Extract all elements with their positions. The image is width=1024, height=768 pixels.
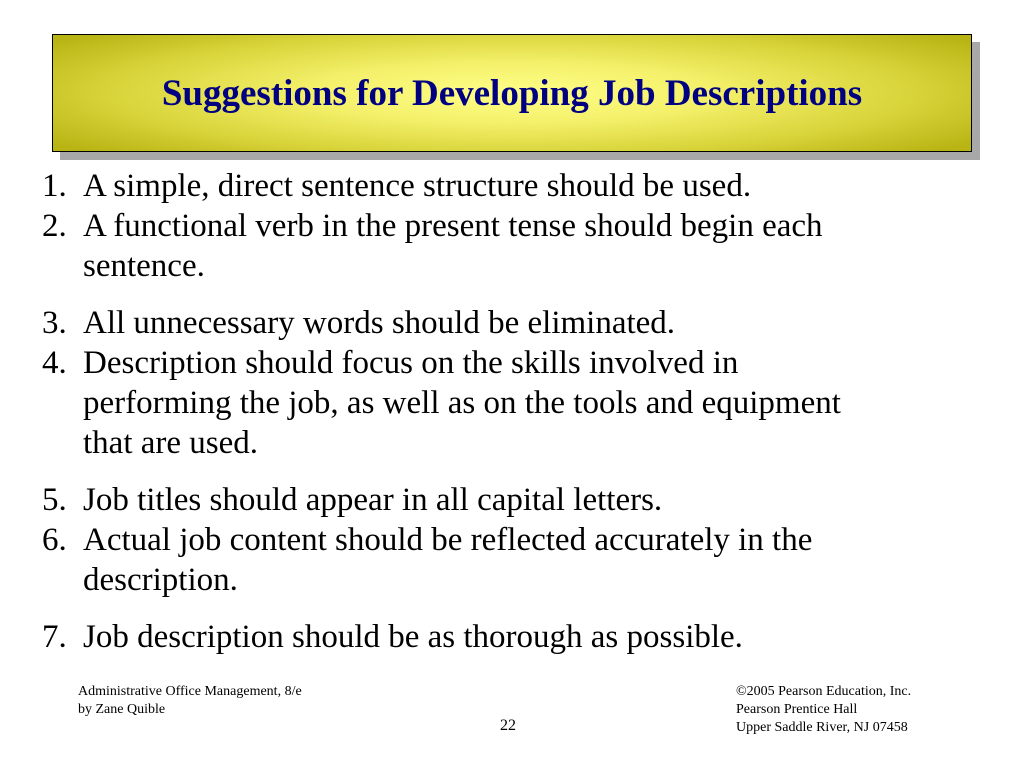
footer-author: by Zane Quible xyxy=(78,702,166,717)
slide-title: Suggestions for Developing Job Descriptions xyxy=(161,72,863,114)
item-text: A functional verb in the present tense should begin each sentence. xyxy=(83,208,823,284)
item-text: Description should focus on the skills involved in performing the job, as well as on the tools and equipment that are used. xyxy=(83,345,841,461)
item-number: 6. xyxy=(42,522,67,558)
title-box xyxy=(52,34,972,152)
item-number: 3. xyxy=(42,305,67,341)
footer-copyright xyxy=(736,683,911,737)
list-item xyxy=(42,303,1002,343)
item-text: Job titles should appear in all capital letters. xyxy=(83,482,663,518)
list-item xyxy=(42,343,1002,463)
footer-copyright-line: ©2005 Pearson Education, Inc. xyxy=(736,684,912,699)
item-text: Job description should be as thorough as possible. xyxy=(83,619,743,655)
footer-book-credit xyxy=(78,683,302,719)
list-item xyxy=(42,480,1002,520)
item-number: 4. xyxy=(42,345,67,381)
page-number: 22 xyxy=(500,717,516,734)
list-item xyxy=(42,206,1002,286)
item-text: All unnecessary words should be eliminated. xyxy=(83,305,676,341)
footer-book-title: Administrative Office Management, 8/e xyxy=(78,684,302,699)
item-text: A simple, direct sentence structure should be used. xyxy=(83,168,752,204)
list-item xyxy=(42,520,1002,600)
item-number: 2. xyxy=(42,208,67,244)
list-item xyxy=(42,166,1002,206)
item-number: 7. xyxy=(42,619,67,655)
item-number: 5. xyxy=(42,482,67,518)
item-number: 1. xyxy=(42,168,67,204)
footer-address: Upper Saddle River, NJ 07458 xyxy=(736,720,908,735)
list-item xyxy=(42,617,1002,657)
suggestion-list xyxy=(42,166,1002,657)
footer-publisher: Pearson Prentice Hall xyxy=(736,702,858,717)
item-text: Actual job content should be reflected accurately in the description. xyxy=(83,522,813,598)
